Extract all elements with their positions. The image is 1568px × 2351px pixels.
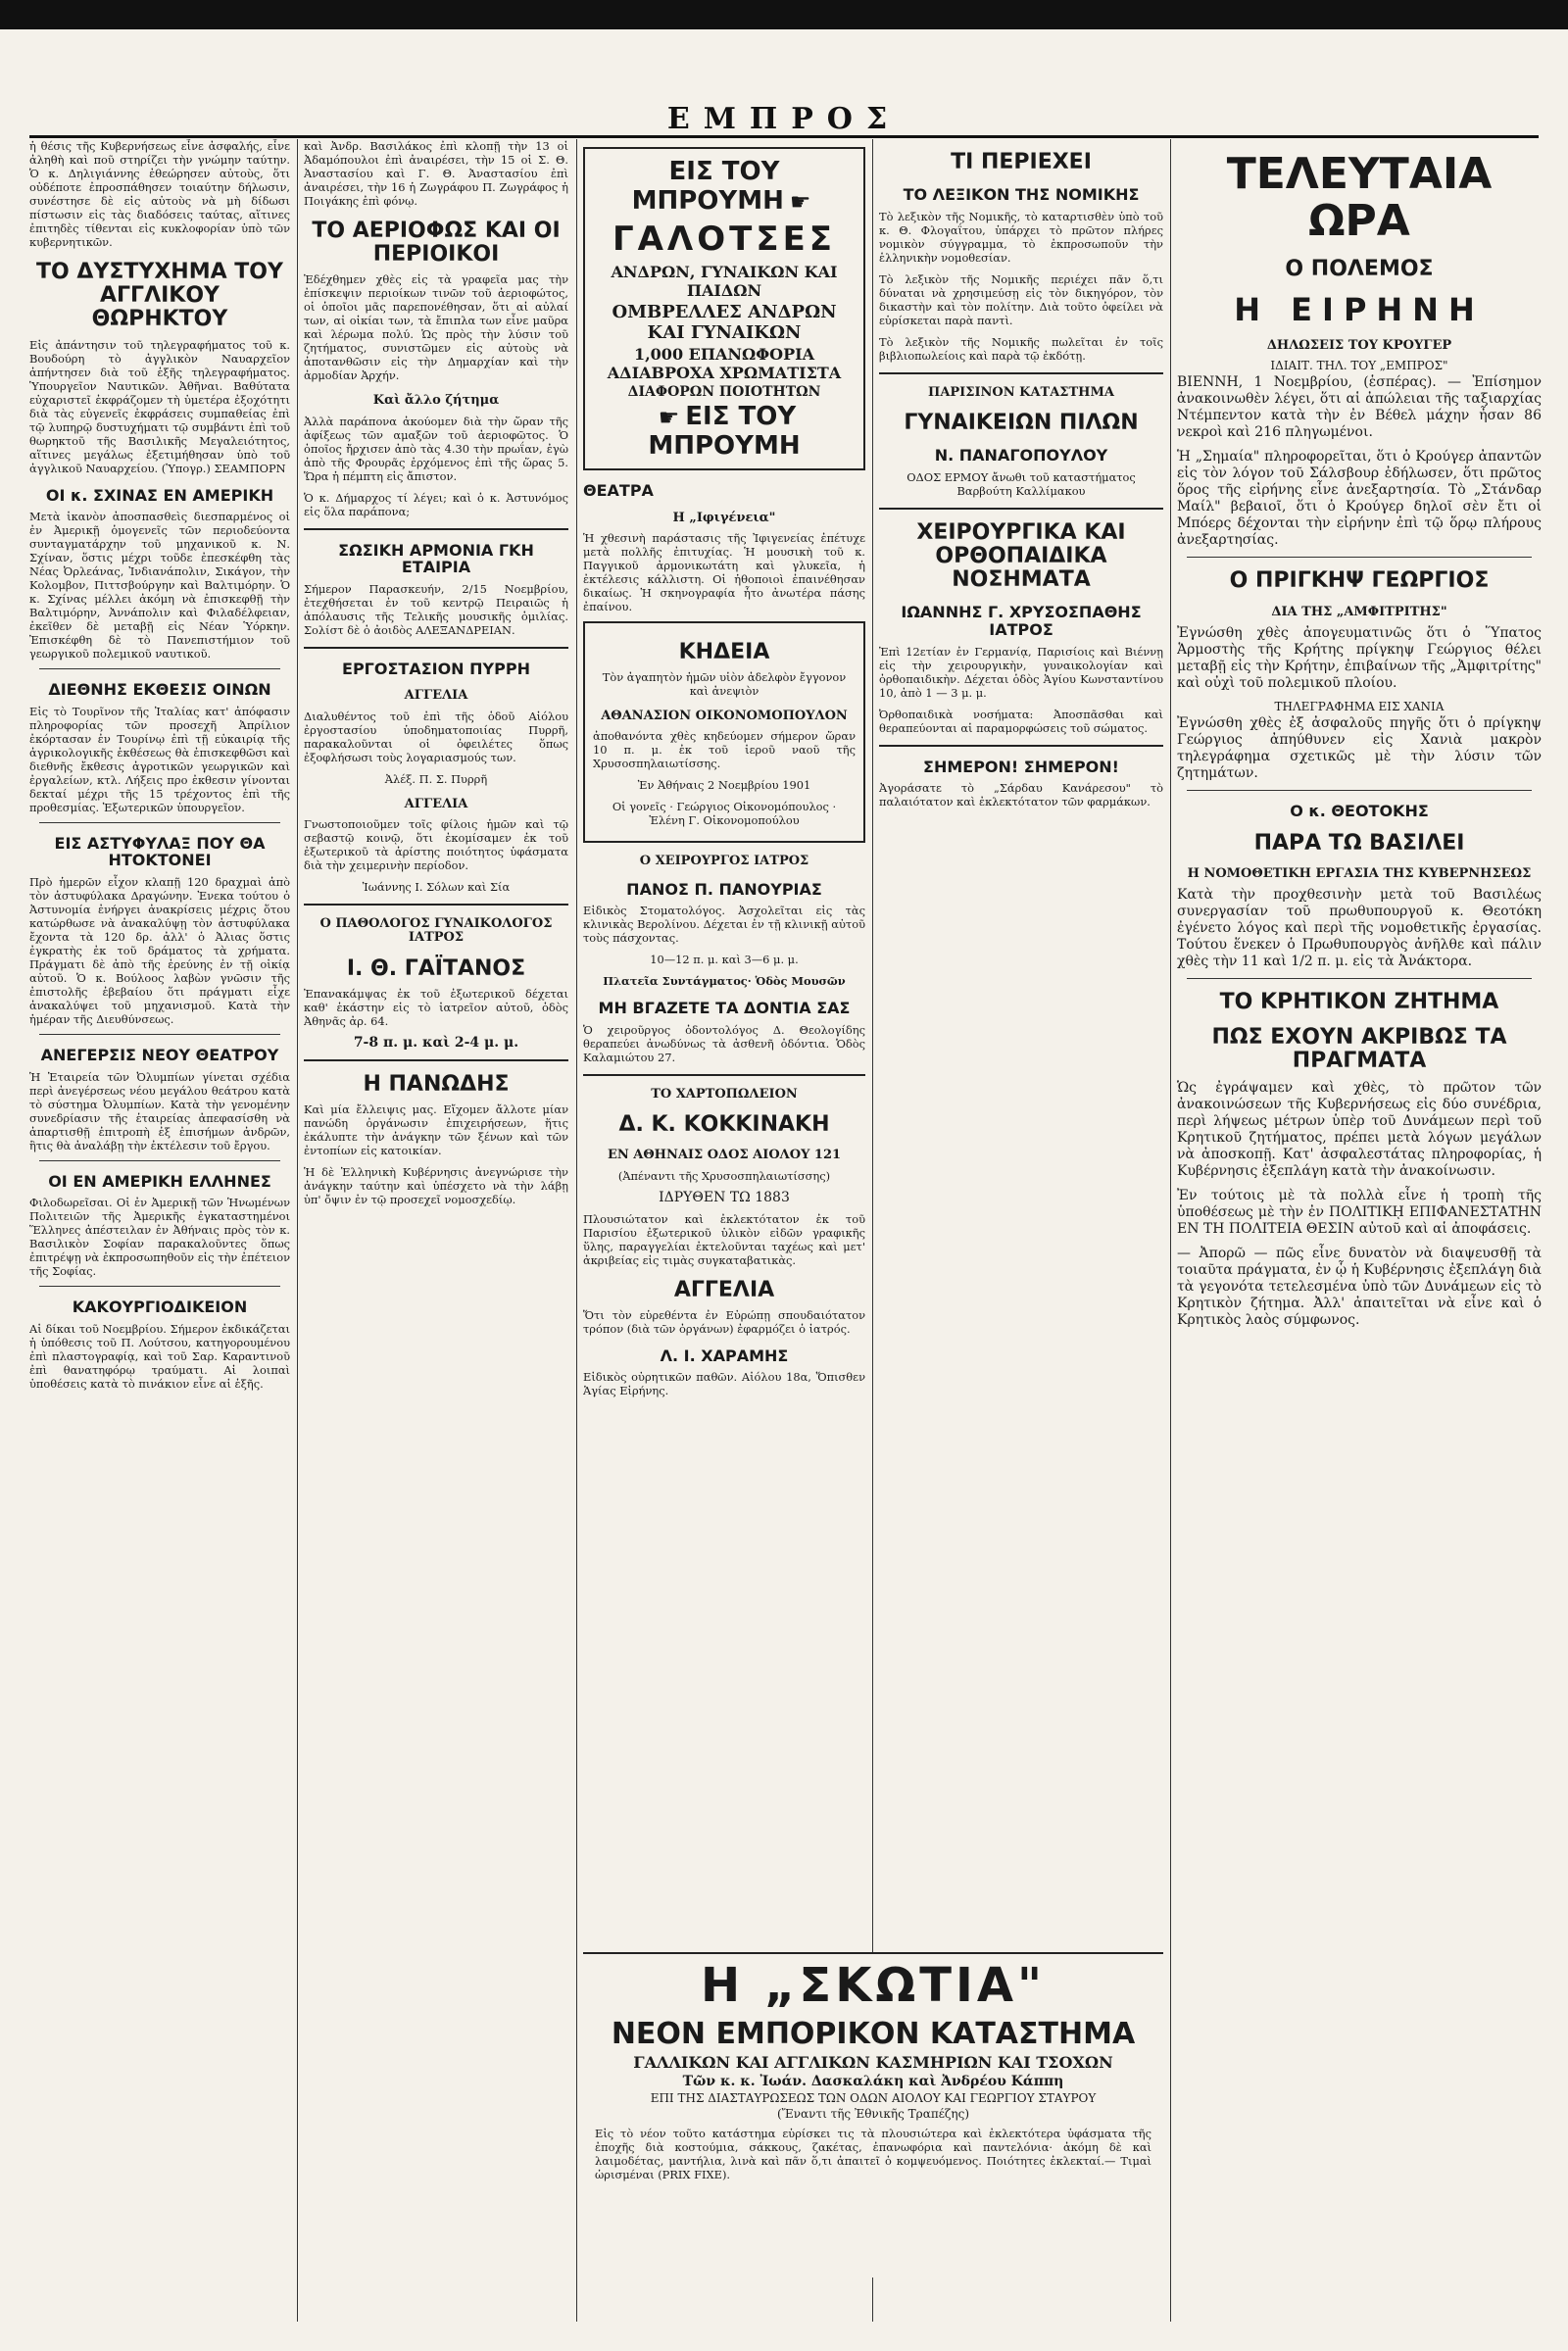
headline: Η ΠΑΝΩΔΗΣ [363,1071,510,1097]
article-text: Ἀλλὰ παράπονα ἀκούομεν διὰ τὴν ὥραν τῆς ἀφίξεως τῶν αμαξῶν τοῦ ἀεριοφῶτος. Ὁ ὁποῖος ἤρχισεν ἀπὸ τὰς 4.30 τὴν πρωΐαν, ἐγὼ ἀπὸ τῆς Φρουρᾶς ἐρχόμενος ἐπὶ τῆς ὥρας 5. Ὥρα ἡ πέμπτη εἰς ἄπιστον. [304,414,568,483]
divider [879,508,1163,510]
article-text: Ἐπὶ 12ετίαν ἐν Γερμανίᾳ, Παρισίοις καὶ Βιέννῃ εἰς τὴν χειρουργικὴν, γυναικολογίαν καὶ ὀρθοπαιδικὴν. Δέχεται ὁδὸς Ἁγίου Κωνσταντίνου 10, ἀπὸ 1 — 3 μ. μ. [879,644,1163,700]
address: ΟΔΟΣ ΕΡΜΟΥ ἄνωθι τοῦ καταστήματος Βαρβούτη Καλλίμακου [906,469,1136,498]
article-text: Εἰς τὸ Τουρῖνον τῆς Ἰταλίας κατ' ἀπόφασιν πληροφορίας τῶν προσεχῆ Ἀπρίλιον ἐκόρτασαν ἐν Τουρίνῳ ἐπὶ τῇ εὐκαιρίᾳ τῆς ἀγρικολογικῆς ἐκθέσεως θὰ ἐπισκεφθῶσι καὶ διεθνῆς ἔκθεσις ἀγροτικῶν γεωργικῶν καὶ ἐργαλείων, κτλ. Λήξεις προ ἐκθεσιν γίνονται δεκταί μέχρι τῆς 15 τρέχοντος ἐπὶ τῆς προθεσμίας. Ἐξωτερικῶν ὑπουργεῖον. [29,704,290,814]
headline: ΟΙ ΕΝ ΑΜΕΡΙΚΗ ΕΛΛΗΝΕΣ [48,1171,271,1191]
divider [1187,557,1532,558]
article-text: Αἱ δίκαι τοῦ Νοεμβρίου. Σήμερον ἐκδικάζεται ἡ ὑπόθεσις τοῦ Π. Λούτσου, κατηγορουμένου ἐπὶ πλαστογραφίᾳ, καὶ τοῦ Σαρ. Καραντινοῦ ἐπὶ θανατηφόρῳ τραύματι. Αἱ λοιπαὶ ὑποθέσεις κατὰ τὸ πινάκιον εἶνε αἱ ἑξῆς. [29,1321,290,1391]
headline: ΠΩΣ ΕΧΟΥΝ ΑΚΡΙΒΩΣ ΤΑ ΠΡΑΓΜΑΤΑ [1211,1025,1507,1074]
headline: ΣΗΜΕΡΟΝ! ΣΗΜΕΡΟΝ! [923,757,1119,776]
headline: Ο ΠΡΙΓΚΗΨ ΓΕΩΡΓΙΟΣ [1229,568,1490,594]
ad-address: ΕΠΙ ΤΗΣ ΔΙΑΣΤΑΥΡΩΣΕΩΣ ΤΩΝ ΟΔΩΝ ΑΙΟΛΟΥ ΚΑΙ ΓΕΩΡΓΙΟΥ ΣΤΑΥΡΟΥ [650,2091,1097,2105]
divider [583,1074,865,1076]
article-text: καὶ Ἀνδρ. Βασιλάκος ἐπὶ κλοπῇ τὴν 13 οἱ Ἀδαμόπουλοι ἐπὶ ἀναιρέσει, τὴν 15 οἱ Σ. Θ. Ἀναστασίου καὶ Γ. Θ. Ἀναστασίου ἐπὶ ἀναιρέσει, τὴν 16 ἡ Ζωγράφου Π. Ζωγράφος ἡ Ποιγάκης ἐπὶ φόνῳ. [304,139,568,208]
headline: ΜΗ ΒΓΑΖΕΤΕ ΤΑ ΔΟΝΤΙΑ ΣΑΣ [598,999,851,1018]
signature: Ἀλέξ. Π. Σ. Πυρρῆ [384,771,488,786]
notice-text: Τὸν ἀγαπητὸν ἡμῶν υἱὸν ἀδελφὸν ἔγγονον καὶ ἀνεψιὸν [602,670,847,699]
column-2 [304,139,568,2322]
subheadline: Καὶ ἄλλο ζήτημα [372,393,500,409]
advertisement-skotia [583,1952,1163,2278]
headline: Ο ΠΟΛΕΜΟΣ [1285,256,1434,281]
article-text: Γνωστοποιοῦμεν τοῖς φίλοις ἡμῶν καὶ τῷ σεβαστῷ κοινῷ, ὅτι ἐκομίσαμεν ἐκ τοῦ ἐξωτερικοῦ τὰ ἀρίστης ποιότητος ὑφάσματα διὰ τὴν χειμερινὴν περίοδον. [304,817,568,873]
masthead: ΕΜΠΡΟΣ [666,102,902,136]
ad-owners: Τῶν κ. κ. Ἰωάν. Δασκαλάκη καὶ Ἀνδρέου Κάππη [682,2074,1064,2089]
article-text: Σήμερον Παρασκευήν, 2/15 Νοεμβρίου, ἐτεχθήσεται ἐν τοῦ κεντρῷ Πειραιῶς ἡ ἀπόλαυσις τῆς Τελικῆς μουσικῆς ὁμιλίας. Σολίστ δὲ ὁ ἀοιδὸς ΑΛΕΞΑΝΔΡΕΙΑΝ. [304,581,568,637]
subheadline: ΔΙΑ ΤΗΣ „ΑΜΦΙΤΡΙΤΗΣ" [1271,604,1447,619]
divider [39,668,280,669]
ad-subtitle: ΝΕΟΝ ΕΜΠΟΡΙΚΟΝ ΚΑΤΑΣΤΗΜΑ [611,2017,1136,2051]
headline: ΤΟ ΧΑΡΤΟΠΩΛΕΙΟΝ [651,1086,798,1102]
headline: ΕΙΣ ΑΣΤΥΦΥΛΑΞ ΠΟΥ ΘΑ ΗΤΟΚΤΟΝΕΙ [54,833,266,870]
funeral-notice [583,621,865,843]
advertisement-brummis [583,147,865,470]
headline: ΑΓΓΕΛΙΑ [673,1277,775,1302]
headline: ΔΗΛΩΣΕΙΣ ΤΟΥ ΚΡΟΥΓΕΡ [1266,338,1452,354]
headline: ΠΑΝΟΣ Π. ΠΑΝΟΥΡΙΑΣ [626,879,822,899]
headline: Ο ΠΑΘΟΛΟΓΟΣ ΓΥΝΑΙΚΟΛΟΓΟΣ ΙΑΤΡΟΣ [319,916,553,946]
article-text: Τὸ λεξικὸν τῆς Νομικῆς πωλεῖται ἐν τοῖς βιβλιοπωλείοις καὶ παρὰ τῷ ἐκδότῃ. [879,334,1163,363]
ad-line: ΟΜΒΡΕΛΛΕΣ ΑΝΔΡΩΝ ΚΑΙ ΓΥΝΑΙΚΩΝ [612,302,837,343]
founded-year: ΙΔΡΥΘΕΝ ΤΩ 1883 [659,1189,790,1205]
article-text: Ἡ χθεσινὴ παράστασις τῆς Ἰφιγενείας ἐπέτυχε μετὰ πολλῆς ἐπιτυχίας. Ἡ μουσικὴ τοῦ κ. Παγγικοῦ ἀρμονικωτάτη καὶ γλυκεῖα, ἡ ἐκτέλεσις κάλλιστη. Οἱ ἠθοποιοὶ ἐπαινέθησαν δικαίως. Ἡ σκηνογραφία ἦτο ἀνωτέρα πάσης ἐπαίνου. [583,530,865,613]
article-text: Ἐπανακάμψας ἐκ τοῦ ἐξωτερικοῦ δέχεται καθ' ἑκάστην εἰς τὸ ἰατρεῖον αὐτοῦ, ὁδὸς Ἀθηνᾶς ἀρ. 64. [304,986,568,1028]
headline: ΓΥΝΑΙΚΕΙΩΝ ΠΙΛΩΝ [904,411,1139,436]
article-text: Πλουσιώτατον καὶ ἐκλεκτότατον ἐκ τοῦ Παρισίου ἐξωτερικοῦ ὑλικὸν εἰδῶν γραφικῆς ὕλης, παραγγελίαι ἐκτελοῦνται ταχέως καὶ μετ' ἀκριβείας εἰς τιμὰς συγκαταβατικὰς. [583,1211,865,1267]
ad-header: ΕΙΣ ΤΟΥ ΜΠΡΟΥΜΗ [631,157,784,216]
article-text: Τὸ λεξικὸν τῆς Νομικῆς, τὸ καταρτισθὲν ὑπὸ τοῦ κ. Θ. Φλογαΐτου, ὑπάρχει τὸ πρῶτον πλήρες νομικὸν σύγγραμμα, τὸ ἐκπροσωποῦν τὴν ἑλληνικὴν νομοθεσίαν. [879,209,1163,265]
article-text: ΒΙΕΝΝΗ, 1 Νοεμβρίου, (ἑσπέρας). — Ἐπίσημον ἀνακοινωθὲν λέγει, ὅτι αἱ ἀπώλειαι τῆς ταξιαρχίας Ντέμπεντον κατὰ τὴν ἐν Βέθελ μάχην ἦσαν 86 νεκροὶ καὶ 216 πληγωμένοι. [1177,374,1542,441]
article-text: Ἡ „Σημαία" πληροφορεῖται, ὅτι ὁ Κρούγερ ἀπαντῶν εἰς τὸν λόγον τοῦ Σάλσβουρ ἐδήλωσεν, ὅτι πρῶτος ὅρος τῆς εἰρήνης εἶνε ἀνεξαρτησία. Τὸ „Στάνδαρ Μαίλ" βεβαιοῖ, ὅτι ὁ Κρούγερ δηλοῖ σὲν ἔτι οἱ Μπόερς δέχονται τὴν εἰρήνην ἐπὶ τῷ ὅρῳ πλήρους ἀνεξαρτησίας. [1177,449,1542,549]
article-text: Ὁ χειροῦργος ὀδοντολόγος Δ. Θεολογίδης θεραπεύει ἀνωδύνως τὰ ἀσθενῆ ὀδόντια. Ὁδὸς Καλαμιώτου 27. [583,1022,865,1064]
headline: ΣΩΣΙΚΗ ΑΡΜΟΝΙΑ ΓΚΗ ΕΤΑΙΡΙΑ [338,540,534,577]
headline: ΤΟ ΚΡΗΤΙΚΟΝ ΖΗΤΗΜΑ [1219,990,1499,1015]
headline: ΚΗΔΕΙΑ [678,639,770,664]
headline: ΤΙ ΠΕΡΙΕΧΕΙ [951,150,1092,174]
subheadline: Η ΝΟΜΟΘΕΤΙΚΗ ΕΡΓΑΣΙΑ ΤΗΣ ΚΥΒΕΡΝΗΣΕΩΣ [1187,865,1532,881]
headline: ΟΙ κ. ΣΧΙΝΑΣ ΕΝ ΑΜΕΡΙΚΗ [45,485,274,505]
ad-line: ΓΑΛΛΙΚΩΝ ΚΑΙ ΑΓΓΛΙΚΩΝ ΚΑΣΜΗΡΙΩΝ ΚΑΙ ΤΣΟΧΩΝ [633,2053,1113,2072]
headline: ΙΩΑΝΝΗΣ Γ. ΧΡΥΣΟΣΠΑΘΗΣ ΙΑΤΡΟΣ [901,603,1142,640]
ad-footer: ΕΙΣ ΤΟΥ ΜΠΡΟΥΜΗ [648,402,801,461]
divider [1187,790,1532,791]
divider [304,528,568,530]
headline: ΕΝ ΑΘΗΝΑΙΣ ΟΔΟΣ ΑΙΟΛΟΥ 121 [607,1148,842,1163]
headline: ΤΕΛΕΥΤΑΙΑ ΩΡΑ [1226,149,1493,247]
divider [304,647,568,649]
subheadline: ΑΓΓΕΛΙΑ [404,688,468,704]
headline: ΤΟ ΛΕΞΙΚΟΝ ΤΗΣ ΝΟΜΙΚΗΣ [903,185,1140,205]
divider [39,1286,280,1287]
column-1 [29,139,290,2322]
article-text: Ἐγνώσθη χθὲς ἀπογευματινῶς ὅτι ὁ Ὕπατος Ἁρμοστὴς τῆς Κρήτης πρίγκηψ Γεώργιος θέλει μεταβῇ εἰς τὴν Κρήτην, ἐπιβαίνων τῆς „Ἀμφιτρίτης" καὶ οὐχὶ τοῦ πολεμικοῦ πλοίου. [1177,624,1542,691]
address: Πλατεῖα Συντάγματος· Ὁδὸς Μουσῶν [603,974,846,989]
column-5 [1177,139,1542,2322]
dateline: ΙΔΙΑΙΤ. ΤΗΛ. ΤΟΥ „ΕΜΠΡΟΣ" [1270,359,1448,373]
article-text: Ἐγνώσθη χθὲς ἐξ ἀσφαλοῦς πηγῆς ὅτι ὁ πρίγκηψ Γεώργιος ἀπηύθυνεν εἰς Χανιὰ μακρὸν τηλεγράφημα σχετικῶς μὲ τὴν λύσιν τῶν ζητημάτων. [1177,714,1542,781]
signature: Ἰωάννης Ι. Σόλων καὶ Σία [362,880,511,895]
headline: ΤΟ ΔΥΣΤΥΧΗΜΑ ΤΟΥ ΑΓΓΛΙΚΟΥ ΘΩΡΗΚΤΟΥ [36,260,283,332]
ad-address-note: (Ἔναντι τῆς Ἐθνικῆς Τραπέζης) [776,2107,970,2121]
subheadline: ΑΓΓΕΛΙΑ [404,796,468,811]
subheadline: Η „Ιφιγένεια" [672,510,776,525]
headline: ΠΑΡΙΣΙΝΟΝ ΚΑΤΑΣΤΗΜΑ [928,384,1114,400]
ad-title: Η „ΣΚΩΤΙΑ" [701,1958,1046,2013]
article-text: Ἡ Ἑταιρεία τῶν Ὀλυμπίων γίνεται σχέδια περὶ ἀνεγέρσεως νέου μεγάλου θεάτρου κατὰ τὸ σύστημα Ὀλυμπίων. Κατὰ τὴν γενομένην συνεδρίασιν τῆς ἑταιρείας ἀπεφασίσθη νὰ ἀπαρτισθῇ ἐπιτροπὴ ἐξ ἐπισήμων ἀνδρῶν, ἣτις θὰ ἀναλάβῃ τὴν ἐκτέλεσιν τοῦ ἔργου. [29,1069,290,1152]
headline: ΘΕΑΤΡΑ [583,481,654,500]
pointing-hand-icon: ☛ [789,187,811,216]
headline: ΕΡΓΟΣΤΑΣΙΟΝ ΠΥΡΡΗ [342,659,530,678]
article-text: Ἐν τούτοις μὲ τὰ πολλὰ εἶνε ἡ τροπὴ τῆς ὑποθέσεως μὲ τὴν ἐν ΠΟΛΙΤΙΚῌ ΕΠΙΦΑΝΕΣΤΑΤΗΝ ΕΝ ΤΗ ΠΟΛΙΤΕΙΑ ΘΕΣΙΝ αὐτοῦ καὶ αἱ ἀποφάσεις. [1177,1187,1542,1237]
divider [39,1034,280,1035]
article-text: Ὅτι τὸν εὑρεθέντα ἐν Εὐρώπῃ σπουδαιότατον τρόπον (διὰ τῶν ὀργάνων) ἐφαρμόζει ὁ ἰατρός. [583,1307,865,1336]
column-divider [1170,139,1171,2322]
divider [879,372,1163,374]
ad-title: ΓΑΛΟΤΣΕΣ [612,220,837,259]
article-text: Μετὰ ἱκανὸν ἀποσπασθεὶς διεσπαρμένος οἱ ἐν Ἀμερικῇ ὁμογενεῖς τῶν περιοδεύοντα συνταγματάρχην τοῦ μηχανικοῦ κ. Ν. Σχίναν, ὅστις μέχρι τοῦδε ἐπεσκέφθη τὰς Νέας Ὀρλεάνας, Ἰνδιανάπολιν, Σικάγον, τὴν Κολομβον, Πιττσβούργην καὶ Βαλτιμόρην. Ὁ κ. Σχίνας μέλλει ἀκόμη νὰ ἐπισκεφθῇ τὴν Βαλτιμόρην, Ἀννάπολιν καὶ Φιλαδέλφειαν, ἐκεῖθεν δὲ μεταβῇ εἰς Νέαν Ὑόρκην. Ἐπισκέφθη δὲ τὸ Πανεπιστήμιον τοῦ γεωργικοῦ πολεμικοῦ ναυτικοῦ. [29,510,290,661]
divider [304,904,568,906]
notice-text: ἀποθανόντα χθὲς κηδεύομεν σήμερον ὥραν 10 π. μ. ἐκ τοῦ ἱεροῦ ναοῦ τῆς Χρυσοσπηλαιωτίσσης. [593,729,856,771]
office-hours: 10—12 π. μ. καὶ 3—6 μ. μ. [650,953,799,967]
column-divider [576,139,577,2322]
article-text: Ἡ δὲ Ἑλληνικὴ Κυβέρνησις ἀνεγνώρισε τὴν ἀνάγκην ταύτην καὶ ὑπέσχετο νὰ τὴν λάβῃ ὑπ' ὄψιν ἐν τῷ προσεχεῖ νομοσχεδίῳ. [304,1165,568,1207]
top-border [0,0,1568,29]
headline: Δ. Κ. ΚΟΚΚΙΝΑΚΗ [618,1112,830,1138]
article-text: Ὡς ἐγράψαμεν καὶ χθὲς, τὸ πρῶτον τῶν ἀνακοινώσεων τῆς Κυβερνήσεως εἰς δύο συνέδρια, περὶ λήψεως μέτρων ὑπὲρ τοῦ Δυνάμεων περὶ τοῦ Κρητικοῦ ζητήματος, πρέπει μετὰ λόγων μεγάλων νὰ ἀποσκοπῇ. Κατ' ἀσφαλεστάτας πληροφορίας, ἡ Κυβέρνησις ἐξεπλάγη κατὰ τὴν ἀνακοίνωσιν. [1177,1079,1542,1179]
headline: Ν. ΠΑΝΑΓΟΠΟΥΛΟΥ [934,446,1108,465]
article-text: Ἀγοράσατε τὸ „Σάρδαυ Κανάρεσου" τὸ παλαιότατον καὶ ἐκλεκτότατον τῶν φαρμάκων. [879,781,1163,809]
article-text: Πρὸ ἡμερῶν εἶχον κλαπῇ 120 δραχμαὶ ἀπὸ τὸν ἀστυφύλακα Δραγώνην. Ἐνεκα τούτου ὁ Ἀστυνομία ἐνήργει ἀνακρίσεις μέχρις ὅτου κατώρθωσε νὰ ἀνακαλύψῃ τὸν ἀστυφύλακα ἔχοντα τὰ 120 δρ. ἀλλ' ὁ Ἀλιας ὅστις ἐγκρατὴς ἐκ τοῦ δράματος τὰ χρήματα. Πράγματι δὲ ἀπὸ τῆς ἐρεύνης ἐν τῇ οἰκίᾳ αὐτοῦ. Ὁ κ. Βούλοος λαβὼν γνῶσιν τῆς ἐπιστολῆς ἐβεβαίου ὅτι πράγματι εἶχε ἀνακαλύψει τοῦ μηχανισμοῦ. Κατὰ τὴν ἡμέραν τῆς Διευθύνσεως. [29,874,290,1026]
masthead-rule [29,135,1539,138]
article-text: Ὀρθοπαιδικὰ νοσήματα: Ἀποσπᾶσθαι καὶ θεραπεύονται αἱ παραμορφώσεις τοῦ σώματος. [879,707,1163,735]
headline: ΠΑΡΑ ΤΩ ΒΑΣΙΛΕΙ [1253,830,1465,856]
pointing-hand-icon: ☛ [658,403,680,431]
article-text: — Ἀπορῶ — πῶς εἶνε δυνατὸν νὰ διαψευσθῇ τὰ τοιαῦτα πράγματα, ἐν ᾧ ἡ Κυβέρνησις ἐξεπλάγη διὰ τὰ γεγονότα τετελεσμένα ὑπὸ τῶν Δυνάμεων εἰς τὸ Κρητικὸν ζήτημα. Ἀλλ' ἀπαιτεῖται νὰ εἶνε καὶ ὁ Κρητικὸς λαὸς σύμφωνος. [1177,1245,1542,1328]
subheadline: ΤΗΛΕΓΡΑΦΗΜΑ ΕΙΣ ΧΑΝΙΑ [1274,699,1445,713]
deceased-name: ΑΘΑΝΑΣΙΟΝ ΟΙΚΟΝΟΜΟΠΟΥΛΟΝ [601,709,848,724]
headline: Η ΕΙΡΗΝΗ [1234,290,1485,328]
headline: ΧΕΙΡΟΥΡΓΙΚΑ ΚΑΙ ΟΡΘΟΠΑΙΔΙΚΑ ΝΟΣΗΜΑΤΑ [916,519,1126,593]
divider [39,822,280,823]
ad-subtitle: ΑΝΔΡΩΝ, ΓΥΝΑΙΚΩΝ ΚΑΙ ΠΑΙΔΩΝ [611,263,838,300]
headline: Λ. Ι. ΧΑΡΑΜΗΣ [660,1346,789,1365]
article-text: Καὶ μία ἔλλειψις μας. Εἴχομεν ἄλλοτε μίαν πανώδη ὀργάνωσιν ἐπιχειρήσεων, ἥτις ἐκάλυπτε τὴν ἀνάγκην τῶν ξένων καὶ τῶν ἐντοπίων εἰς κατοικίαν. [304,1102,568,1158]
headline: Ο ΧΕΙΡΟΥΡΓΟΣ ΙΑΤΡΟΣ [639,854,809,869]
article-text: Εἰδικὸς Στοματολόγος. Ἀσχολεῖται εἰς τὰς κλινικὰς Βερολίνου. Δέχεται ἐν τῇ κλινικῇ αὐτοῦ τοὺς πάσχοντας. [583,904,865,946]
article-text: Ὁ κ. Δήμαρχος τί λέγει; καὶ ὁ κ. Ἀστυνόμος εἰς ὅλα παράπονα; [304,490,568,518]
headline: ΚΑΚΟΥΡΓΙΟΔΙΚΕΙΟΝ [72,1298,248,1317]
headline: ΔΙΕΘΝΗΣ ΕΚΘΕΣΙΣ ΟΙΝΩΝ [48,680,271,700]
divider [39,1160,280,1161]
article-text: Τὸ λεξικὸν τῆς Νομικῆς περιέχει πᾶν ὅ,τι δύναται νὰ χρησιμεύσῃ εἰς τὸν δικηγόρον, τὸν δικαστὴν καὶ τὸν πολίτην. Διὰ τοῦτο ὀφείλει νὰ εὑρίσκεται παρὰ παντὶ. [879,271,1163,327]
headline: ΤΟ ΑΕΡΙΟΦΩΣ ΚΑΙ ΟΙ ΠΕΡΙΟΙΚΟΙ [312,219,561,268]
ad-body: Εἰς τὸ νέον τοῦτο κατάστημα εὑρίσκει τις τὰ πλουσιώτερα καὶ ἐκλεκτότερα ὑφάσματα τῆς ἐποχῆς διὰ κοστούμια, σάκκους, ζακέτας, ἐπανωφόρια καὶ παντελόνια· ἀκόμη δὲ καὶ λαιμοδέτας, μαντήλια, λινὰ καὶ πᾶν ὅ,τι ἀπαιτεῖ ὁ κομψευόμενος. Ποιότητες ἐκλεκταί.— Τιμαὶ ὡρισμέναι (PRIX FIXE). [595,2127,1152,2181]
notice-date: Ἐν Ἀθήναις 2 Νοεμβρίου 1901 [637,778,811,793]
column-divider [297,139,298,2322]
headline: ΑΝΕΓΕΡΣΙΣ ΝΕΟΥ ΘΕΑΤΡΟΥ [40,1045,279,1064]
divider [304,1059,568,1061]
article-text: Διαλυθέντος τοῦ ἐπὶ τῆς ὁδοῦ Αἰόλου ἐργοστασίου ὑποδηματοποιίας Πυρρῆ, παρακαλοῦνται οἱ ὀφειλέτες ὅπως ἐξοφλήσωσι τοὺς λογαριασμούς των. [304,709,568,764]
address: (Ἀπέναντι τῆς Χρυσοσπηλαιωτίσσης) [617,1168,831,1183]
article-text: Ἐδέχθημεν χθὲς εἰς τὰ γραφεῖα μας τὴν ἐπίσκεψιν περιοίκων τινῶν τοῦ ἀεριοφώτος, οἱ ὁποῖοι μᾶς παρεπονέθησαν, ὅτι αἱ αὐλαί των, αἱ οἰκίαι των, τὰ ἔπιπλα των εἶνε μαῦρα καὶ λέρωμα πολύ. Ὡς πρὸς τὴν λύσιν τοῦ ζητήματος, συνιστῶμεν εἰς αὐτοὺς νὰ ἀποτανθῶσιν εἰς τὴν Δημαρχίαν καὶ τὴν ἀρμοδίαν Ἀρχήν. [304,272,568,383]
article-text: Κατὰ τὴν προχθεσινὴν μετὰ τοῦ Βασιλέως συνεργασίαν τοῦ πρωθυπουργοῦ κ. Θεοτόκη ἐγένετο λόγος καὶ περὶ τῆς νομοθετικῆς ἐργασίας. Τούτου ἕνεκεν ὁ Πρωθυπουργὸς ἀνῆλθε καὶ πάλιν χθὲς τὴν 11 καὶ 1/2 π. μ. εἰς τὰ Ἀνάκτορα. [1177,887,1542,970]
divider [1187,978,1532,979]
article-text: Εἰδικὸς οὐρητικῶν παθῶν. Αἰόλου 18α, Ὅπισθεν Ἁγίας Εἰρήνης. [583,1370,865,1398]
article-text: Εἰς ἀπάντησιν τοῦ τηλεγραφήματος τοῦ κ. Βουδούρη τὸ ἀγγλικὸν Ναυαρχεῖον ἀπήντησεν διὰ τοῦ ἑξῆς τηλεγραφήματος. Ὑπουργεῖον Ναυτικῶν. Ἀθῆναι. Βαθύτατα εὐχαριστεῖ ἐκφράζομεν τὴ ὑμετέρα ἐξοχότητι διὰ τὰς εὐγενεῖς ἐκφράσεις συμπαθείας ἐπὶ τῷ λυπηρῷ δυστυχήματι τῷ συμβάντι ἐπὶ τοῦ θωρηκτοῦ τῆς Βασιλικῆς Μεγαλειότητος, αἵτινες μεγάλως ἐξετιμήθησαν ὑπὸ τοῦ ἀγγλικοῦ Ναυαρχείου. (Ὑπογρ.) ΣΕΑΜΠΟΡΝ [29,337,290,475]
article-text: Φιλοδωρεῖσαι. Οἱ ἐν Ἀμερικῇ τῶν Ἡνωμένων Πολιτειῶν τῆς Ἀμερικῆς ἐγκαταστημένοι Ἕλληνες ἀπέστειλαν ἐν Ἀθήναις πρὸς τὸν κ. Βασιλικὸν Σοφίαν παρακαλοῦντες ὅπως ἐπιτρέψῃ νὰ ἐκπροσωπηθοῦν εἰς τὴν ἐπέτειον τῆς Σοφίας. [29,1196,290,1279]
office-hours: 7-8 π. μ. καὶ 2-4 μ. μ. [353,1034,519,1051]
headline: Ο κ. ΘΕΟΤΟΚΗΣ [1290,801,1429,820]
divider [879,745,1163,747]
notice-signature: Οἱ γονεῖς · Γεώργιος Οἰκονομόπουλος · Ἑλένη Γ. Οἰκονομοπούλου [612,800,837,828]
headline: Ι. Θ. ΓΑΪΤΑΝΟΣ [346,955,526,981]
ad-line: 1,000 ΕΠΑΝΩΦΟΡΙΑ ΑΔΙΑΒΡΟΧΑ ΧΡΩΜΑΤΙΣΤΑ [607,345,842,382]
ad-line: ΔΙΑΦΟΡΩΝ ΠΟΙΟΤΗΤΩΝ [627,384,821,400]
article-text: ἡ θέσις τῆς Κυβερνήσεως εἶνε ἀσφαλής, εἶνε ἀληθὴ καὶ ποῦ στηρίζει τὴν γνώμην ταύτην. Ὁ κ. Δηλιγιάννης ἐθεώρησεν αὐτοὺς, ὅτι οὐδέποτε ἐπροσπάθησεν τοιαύτην δήλωσιν, συνέστησε δὲ εἰς αὐτοὺς νὰ μὴ δίδωσι πίστωσιν εἰς τὰς διαδόσεις ταύτας, αἵτινες ἐπιτηδὲς τίθενται εἰς κυκλοφορίαν ὑπὸ τῶν κυβερνητικῶν. [29,139,290,249]
